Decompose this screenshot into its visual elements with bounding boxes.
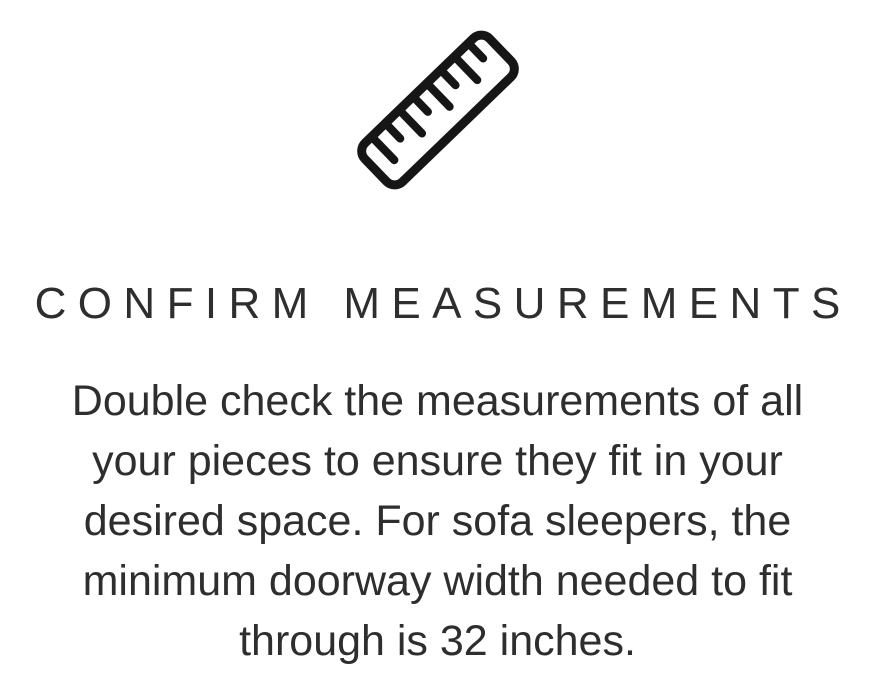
body-line: through is 32 inches. bbox=[239, 617, 636, 665]
body-line: Double check the measurements of all bbox=[71, 377, 804, 425]
icon-container bbox=[0, 0, 875, 204]
body-line: desired space. For sofa sleepers, the bbox=[83, 497, 792, 545]
body-paragraph bbox=[0, 371, 875, 671]
section-heading: CONFIRM MEASUREMENTS bbox=[34, 279, 852, 328]
ruler-icon bbox=[344, 16, 532, 204]
body-line: minimum doorway width needed to fit bbox=[82, 557, 793, 605]
body-line: your pieces to ensure they fit in your bbox=[92, 437, 783, 485]
